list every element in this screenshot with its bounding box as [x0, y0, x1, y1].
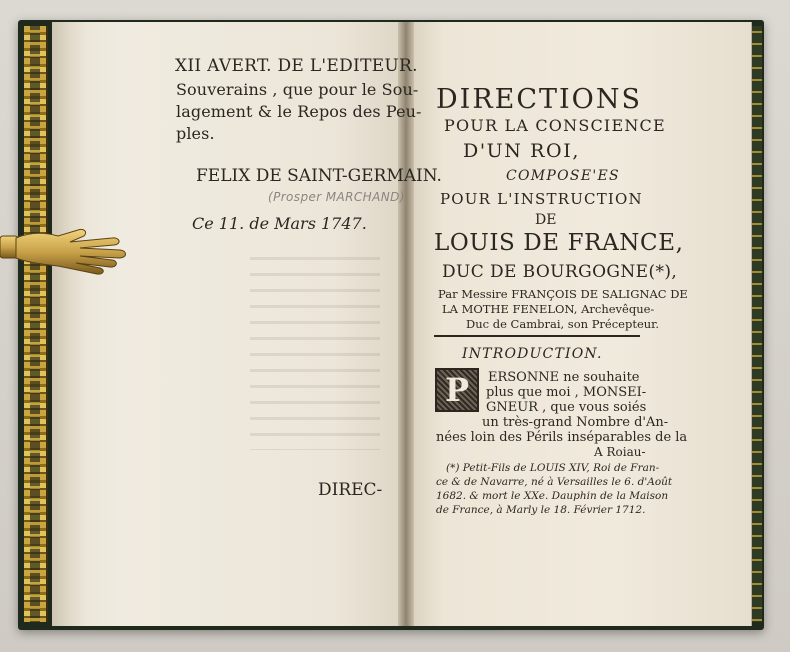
footnote-line: 1682. & mort le XXe. Dauphin de la Maison — [436, 490, 669, 502]
title-line: DE — [535, 212, 557, 228]
title-line: POUR L'INSTRUCTION — [440, 190, 643, 208]
pencil-annotation: (Prosper MARCHAND) — [268, 190, 405, 204]
author-line: LA MOTHE FENELON, Archevêque- — [442, 302, 655, 316]
catchword: DIREC- — [318, 480, 383, 500]
title-directions: DIRECTIONS — [436, 84, 642, 115]
body-line: lagement & le Repos des Peu- — [176, 102, 422, 121]
author-line: Par Messire FRANÇOIS DE SALIGNAC DE — [438, 287, 688, 301]
footnote-line: ce & de Navarre, né à Versailles le 6. d'Août — [436, 476, 673, 488]
paragraph-line: plus que moi , MONSEI- — [486, 385, 647, 400]
title-line: POUR LA CONSCIENCE — [444, 116, 666, 135]
paragraph-line: nées loin des Périls inséparables de la — [436, 430, 688, 445]
title-line: DUC DE BOURGOGNE(*), — [442, 262, 678, 282]
footnote-line: (*) Petit-Fils de LOUIS XIV, Roi de Fran- — [446, 462, 660, 474]
title-line: COMPOSE'ES — [506, 168, 620, 184]
paragraph-line: GNEUR , que vous soiés — [486, 400, 647, 415]
editor-signature: FELIX DE SAINT-GERMAIN. — [196, 166, 442, 186]
gilt-tooling — [30, 26, 40, 622]
title-line: D'UN ROI, — [463, 140, 580, 162]
dateline: Ce 11. de Mars 1747. — [192, 214, 367, 233]
gilt-border-right — [752, 26, 762, 622]
signature-mark-catchword: A Roiau- — [594, 445, 646, 459]
brass-hand-icon — [0, 218, 130, 278]
body-line: Souverains , que pour le Sou- — [176, 80, 419, 99]
footnote-line: de France, à Marly le 18. Février 1712. — [436, 504, 646, 516]
left-page-edge — [52, 22, 86, 626]
paragraph-line: ERSONNE ne souhaite — [488, 370, 640, 385]
drop-cap: P — [435, 368, 479, 412]
paragraph-line: un très-grand Nombre d'An- — [482, 415, 669, 430]
introduction-heading: INTRODUCTION. — [462, 346, 603, 362]
horizontal-rule — [434, 335, 640, 337]
author-line: Duc de Cambrai, son Précepteur. — [466, 317, 660, 331]
running-head: XII AVERT. DE L'EDITEUR. — [175, 56, 418, 76]
body-line: ples. — [176, 124, 215, 143]
title-louis-de-france: LOUIS DE FRANCE, — [434, 230, 684, 256]
show-through-texture — [250, 250, 380, 450]
